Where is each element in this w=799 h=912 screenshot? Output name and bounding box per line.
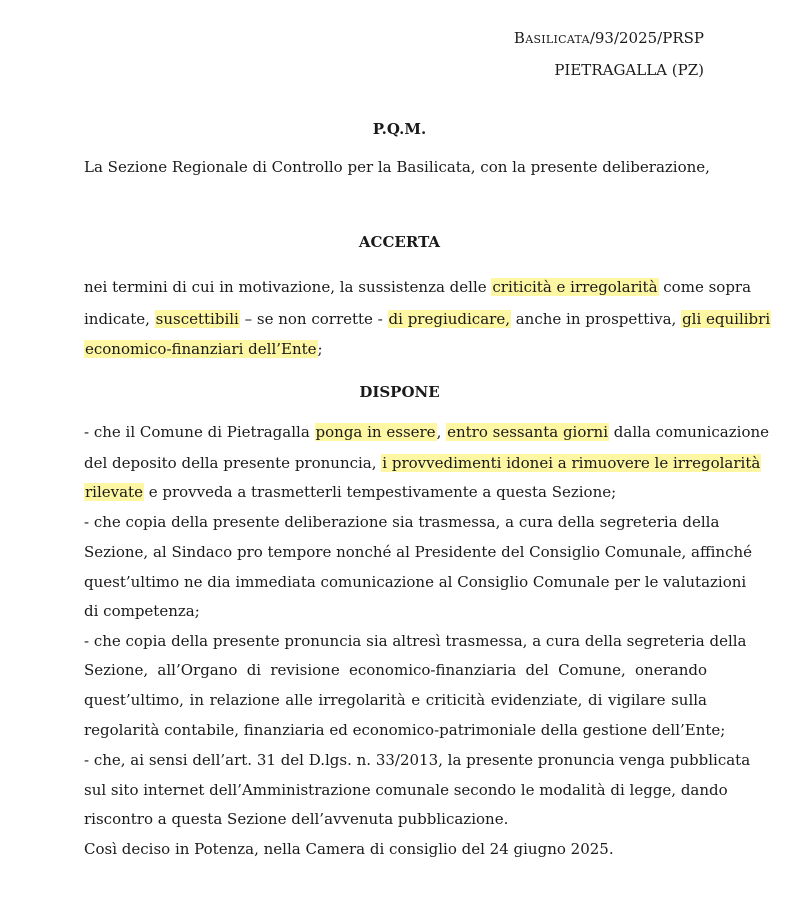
highlight-segment: i provvedimenti idonei a rimuovere le irregolarità	[382, 454, 761, 472]
accerta-line-2	[84, 309, 771, 329]
highlight-segment: di pregiudicare,	[388, 310, 510, 328]
accerta-line-1	[84, 277, 752, 297]
dispone-p3-line-1: - che copia della presente pronuncia sia altresì trasmessa, a cura della segreteria della	[84, 632, 747, 650]
text-segment: ;	[317, 340, 323, 358]
text-segment: e provveda a trasmetterli tempestivamente a questa Sezione;	[143, 483, 617, 501]
dispone-p3-line-3: quest’ultimo, in relazione alle irregolarità e criticità evidenziate, di vigilare sulla	[84, 691, 707, 709]
text-segment: ,	[436, 423, 447, 441]
highlight-segment: rilevate	[85, 483, 143, 501]
text-segment: nei termini di cui in motivazione, la sussistenza delle	[84, 278, 492, 296]
reference-number: /93/2025/PRSP	[589, 29, 704, 47]
dispone-p3-line-4: regolarità contabile, finanziaria ed economico-patrimoniale della gestione dell’Ente;	[84, 721, 726, 739]
text-segment: - che il Comune di Pietragalla	[84, 423, 315, 441]
pqm-heading: P.Q.M.	[372, 120, 427, 138]
highlight-segment: criticità e irregolarità	[492, 278, 658, 296]
document-reference	[514, 28, 704, 48]
text-segment: come sopra	[658, 278, 752, 296]
dispone-p2-line-1: - che copia della presente deliberazione sia trasmessa, a cura della segreteria della	[84, 513, 720, 531]
accerta-heading: ACCERTA	[358, 233, 441, 251]
dispone-heading: DISPONE	[359, 383, 440, 401]
dispone-p1-line-3	[84, 482, 707, 502]
dispone-p4-line-2: sul sito internet dell’Amministrazione comunale secondo le modalità di legge, dando	[84, 781, 728, 799]
dispone-p3-line-2: Sezione, all’Organo di revisione economico-finanziaria del Comune, onerando	[84, 661, 707, 679]
accerta-line-3	[84, 339, 707, 359]
closing-statement: Così deciso in Potenza, nella Camera di consiglio del 24 giugno 2025.	[84, 840, 614, 858]
dispone-p2-line-3: quest’ultimo ne dia immediata comunicazione al Consiglio Comunale per le valutazioni	[84, 573, 747, 591]
highlight-segment: suscettibili	[155, 310, 239, 328]
intro-sentence: La Sezione Regionale di Controllo per la Basilicata, con la presente deliberazione,	[84, 158, 710, 176]
reference-region: Basilicata	[513, 29, 590, 47]
dispone-p1-line-2	[84, 453, 761, 473]
municipality-label: PIETRAGALLA (PZ)	[554, 61, 704, 79]
text-segment: anche in prospettiva,	[510, 310, 682, 328]
dispone-p1-line-1	[84, 422, 770, 442]
text-segment: – se non corrette -	[239, 310, 388, 328]
dispone-p2-line-2: Sezione, al Sindaco pro tempore nonché al Presidente del Consiglio Comunale, affinché	[84, 543, 753, 561]
highlight-segment: ponga in essere	[315, 423, 436, 441]
text-segment: indicate,	[84, 310, 155, 328]
highlight-segment: gli equilibri	[682, 310, 771, 328]
text-segment: dalla comunicazione	[609, 423, 770, 441]
text-segment: del deposito della presente pronuncia,	[84, 454, 382, 472]
dispone-p4-line-1: - che, ai sensi dell’art. 31 del D.lgs. n. 33/2013, la presente pronuncia venga pubblicata	[84, 751, 751, 769]
highlight-segment: entro sessanta giorni	[447, 423, 609, 441]
dispone-p2-line-4: di competenza;	[84, 602, 200, 620]
highlight-segment: economico-finanziari dell’Ente	[85, 340, 317, 358]
dispone-p4-line-3: riscontro a questa Sezione dell’avvenuta pubblicazione.	[84, 810, 509, 828]
